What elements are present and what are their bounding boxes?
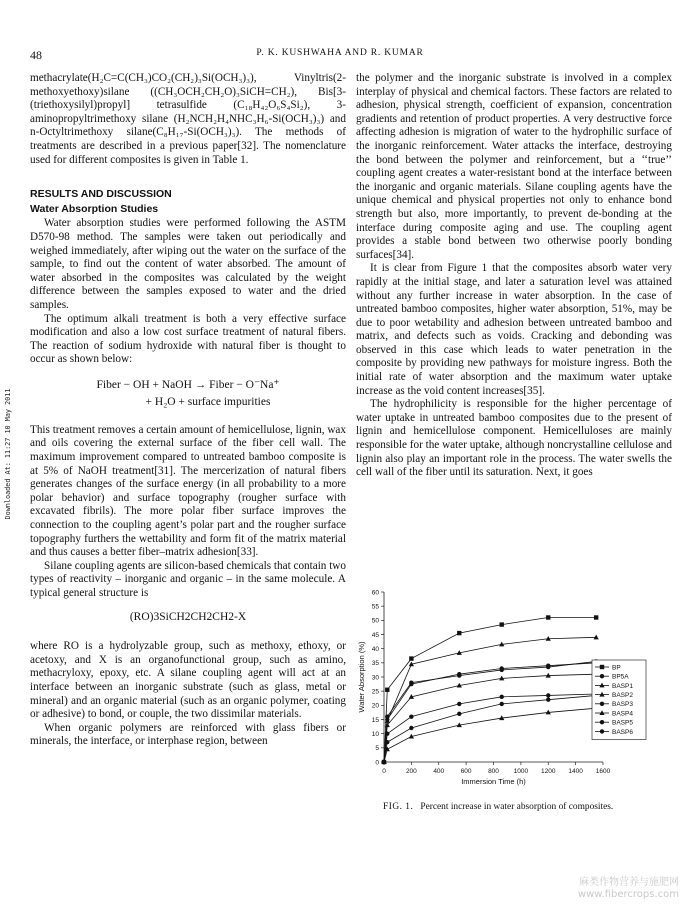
series-line-basp6 — [384, 695, 596, 762]
series-line-basp5 — [384, 661, 596, 762]
data-point-basp6 — [546, 697, 550, 701]
y-tick-label: 25 — [371, 688, 379, 696]
data-point-basp4 — [594, 635, 599, 640]
legend-marker — [600, 729, 604, 733]
data-point-bp — [457, 631, 461, 635]
legend-marker — [600, 702, 604, 706]
figure-label: FIG. 1. — [383, 802, 414, 812]
data-point-bp — [385, 688, 389, 692]
equation-line-1: Fiber − OH + NaOH → Fiber − O⁻Na⁺ — [96, 378, 280, 391]
page-number: 48 — [30, 48, 42, 62]
treatment-paragraph: This treatment removes a certain amount of hemicellulose, lignin, wax and oils covering the external surface of the fiber cell wall. The maximum improvement compared to untreated bamboo composite is at 5% of NaOH treatment[31]. The mercerization of natural fibers generates changes of the surface energy (in all probability to a more polar behavior) and surface topography (rougher surface with excavated fibrils). The more polar fiber surface improves the connection to the coupling agent’s polar part and the rougher surface topography furthers the wettability and form fit of the matrix material and thus causes a better fiber–matrix adhesion[33]. — [30, 423, 346, 559]
water-absorption-paragraph: Water absorption studies were performed following the ASTM D570-98 method. The samples were taken out periodically and weighed immediately, after wiping out the water on the surface of the sample, to find out the content of water absorbed. The amount of water absorbed in the composites was calculated by the weight difference between the samples exposed to water and the dried samples. — [30, 217, 346, 311]
x-tick-label: 600 — [460, 768, 472, 775]
data-point-basp3 — [546, 693, 550, 697]
y-tick-label: 15 — [371, 716, 379, 724]
y-axis-label: Water Absorption (%) — [357, 641, 366, 713]
y-tick-label: 40 — [371, 645, 379, 653]
legend-label: BASP3 — [612, 701, 633, 709]
data-point-basp5 — [409, 680, 413, 684]
download-stamp: Downloaded At: 11:27 10 May 2011 — [4, 388, 12, 520]
page-header — [30, 48, 650, 64]
subsection-title: Water Absorption Studies — [30, 202, 159, 215]
series-line-basp2 — [384, 674, 596, 762]
legend-marker — [600, 720, 604, 724]
figure1-paragraph: It is clear from Figure 1 that the composites absorb water very rapidly at the initial stage, and later a saturation level was attained without any further increase in water absorption. In the case of untreated bamboo composites, higher water absorption, 51%, may be due to poor wetability and adhesion between untreated bamboo and matrix, and defects such as voids. Cracking and debonding was observed in this case which leads to water penetration in the composite by providing new pathways for moisture ingress. Both the initial rate of water absorption and the maximum water uptake increase as the void content increases[35]. — [356, 262, 672, 397]
y-tick-label: 50 — [371, 617, 379, 625]
legend-label: BP — [612, 664, 621, 672]
equation-line-2: + H₂O + surface impurities — [145, 395, 271, 408]
legend-label: BASP1 — [612, 682, 633, 690]
x-tick-label: 0 — [382, 768, 386, 775]
data-point-basp6 — [409, 726, 413, 730]
legend-marker — [600, 674, 604, 678]
y-tick-label: 30 — [371, 674, 379, 682]
naoh-equation — [30, 377, 346, 411]
y-tick-label: 35 — [371, 660, 379, 668]
data-point-basp6 — [500, 702, 504, 706]
legend-label: BP5A — [612, 673, 629, 681]
legend-label: BASP6 — [612, 728, 633, 736]
intro-paragraph: methacrylate(H₂C=C(CH₃)CO₂(CH₂)₃Si(OCH₃)₃), Vinyltris(2-methoxyethoxy)silane ((CH₃OCH₂CH₂O)₃SiCH=CH₂), Bis[3-(triethoxysilyl)propyl] tetrasulfide (C₁₈H₄₂O₆S₄Si₂), 3-aminopropyltrimethoxy silane (H₂NCH₂H₄NHC₃H₆-Si(OCH₃)₃) and n-Octyltrimethoxy silane(C₈H₁₇-Si(OCH₃)₃). The methods of treatments are described in a previous paper[32]. The nomenclature used for different composites is given in Table 1. — [30, 72, 346, 166]
data-point-bp — [594, 615, 598, 619]
data-point-basp6 — [457, 712, 461, 716]
data-point-bp — [500, 622, 504, 626]
series-line-bp5a — [384, 663, 596, 762]
data-point-basp5 — [500, 668, 504, 672]
silane-paragraph: Silane coupling agents are silicon-based chemicals that contain two types of reactivity – inorganic and organic – in the same molecule. A typical general structure is — [30, 559, 346, 599]
x-tick-label: 200 — [405, 768, 417, 775]
x-tick-label: 400 — [433, 768, 445, 775]
series-line-bp — [384, 618, 596, 763]
data-point-basp3 — [409, 714, 413, 718]
legend-marker — [600, 665, 604, 669]
ro-group-paragraph: where RO is a hydrolyzable group, such as methoxy, ethoxy, or acetoxy, and X is an organofunctional group, such as amino, methacryloxy, epoxy, etc. A silane coupling agent will act at an interface between an inorganic substrate (such as glass, metal or mineral) and an organic material (such as an organic polymer, coating or adhesive) to bond, or couple, the two dissimilar materials. — [30, 640, 346, 721]
figure-caption — [383, 802, 683, 812]
y-tick-label: 10 — [371, 730, 379, 738]
series-line-basp1 — [384, 708, 596, 762]
series-line-basp3 — [384, 694, 596, 762]
data-point-basp5 — [457, 673, 461, 677]
y-tick-label: 0 — [375, 759, 379, 767]
data-point-bp — [546, 615, 550, 619]
data-point-basp5 — [385, 714, 389, 718]
running-head: P. K. KUSHWAHA AND R. KUMAR — [256, 48, 424, 58]
y-tick-label: 45 — [371, 631, 379, 639]
y-tick-label: 60 — [371, 589, 379, 597]
silane-formula: (RO)3SiCH2CH2CH2-X — [129, 610, 247, 623]
left-column — [30, 72, 346, 749]
x-tick-label: 1600 — [595, 768, 611, 775]
legend-label: BASP5 — [612, 719, 633, 727]
data-point-basp6 — [382, 760, 386, 764]
data-point-bp — [409, 656, 413, 660]
organic-polymer-paragraph: When organic polymers are reinforced with glass fibers or minerals, the interface, or interphase region, between — [30, 721, 346, 748]
legend-box — [592, 660, 646, 740]
alkali-paragraph: The optimum alkali treatment is both a very effective surface modification and also a low cost surface treatment of natural fibers. The reaction of sodium hydroxide with natural fiber is thought to occur as shown below: — [30, 312, 346, 366]
y-tick-label: 55 — [371, 603, 379, 611]
hydrophilicity-paragraph: The hydrophilicity is responsible for the higher percentage of water uptake in untreated bamboo composites due to the present of lignin and hemicellulose component. Hemicelluloses are mainly responsible for the water uptake, although noncrystalline cellulose and lignin also play an important role in the process. The water swells the cell wall of the fiber until its saturation. Next, it goes — [356, 398, 672, 479]
x-tick-label: 1400 — [568, 768, 583, 775]
data-point-basp3 — [500, 695, 504, 699]
polymer-interface-paragraph: the polymer and the inorganic substrate is involved in a complex interplay of physical and chemical factors. These factors are related to adhesion, physical strength, coefficient of expansion, concentration gradients and retention of product properties. A very destructive force affecting adhesion is migration of water to the hydrophilic surface of the inorganic reinforcement. Water attacks the interface, destroying the bond between the polymer and reinforcement, but a ‘‘true’’ coupling agent creates a water-resistant bond at the interface between the inorganic and organic materials. Silane coupling agents have the unique chemical and physical properties not only to enhance bond strength but also, more importantly, to prevent de-bonding at the interface during composite aging and use. The coupling agent provides a stable bond between two otherwise poorly bonding surfaces[34]. — [356, 72, 672, 261]
data-point-basp5 — [546, 665, 550, 669]
y-tick-label: 20 — [371, 702, 379, 710]
data-point-basp6 — [385, 740, 389, 744]
x-tick-label: 1000 — [513, 768, 529, 775]
data-point-basp3 — [457, 702, 461, 706]
legend-label: BASP4 — [612, 710, 633, 718]
x-tick-label: 1200 — [541, 768, 556, 775]
legend-label: BASP2 — [612, 692, 633, 699]
watermark-line-1: 麻类作物营养与施肥网 — [579, 877, 679, 888]
site-watermark — [578, 877, 679, 901]
x-tick-label: 800 — [488, 768, 499, 775]
section-title: RESULTS AND DISCUSSION — [30, 188, 172, 201]
watermark-line-2: www.fibercrops.com — [577, 889, 679, 900]
right-column — [356, 72, 672, 480]
chart-svg — [356, 578, 676, 800]
x-axis-label: Immersion Time (h) — [461, 777, 526, 786]
figure-caption-text: Percent increase in water absorption of composites. — [420, 802, 614, 812]
water-absorption-chart — [356, 578, 676, 800]
y-tick-label: 5 — [375, 745, 379, 753]
